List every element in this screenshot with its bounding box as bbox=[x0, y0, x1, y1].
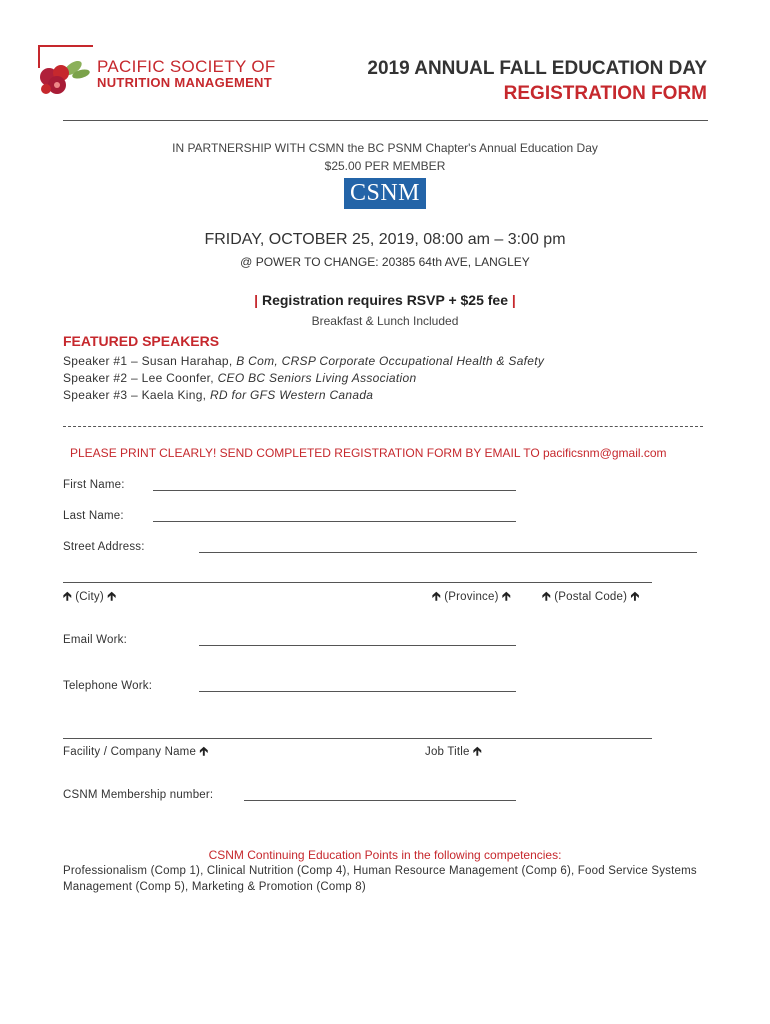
email-work-label: Email Work: bbox=[63, 634, 127, 646]
last-name-label: Last Name: bbox=[63, 510, 124, 522]
org-name-line1: PACIFIC SOCIETY OF bbox=[97, 57, 276, 76]
header-divider bbox=[63, 120, 708, 121]
speakers-heading: FEATURED SPEAKERS bbox=[63, 333, 220, 349]
street-address-field[interactable] bbox=[199, 552, 697, 553]
meals-note: Breakfast & Lunch Included bbox=[311, 314, 459, 328]
up-arrow-icon: 🡱 bbox=[63, 589, 72, 603]
price-text: $25.00 PER MEMBER bbox=[324, 159, 446, 173]
speaker-item bbox=[63, 354, 544, 368]
up-arrow-icon: 🡱 bbox=[432, 589, 441, 603]
page-title: 2019 ANNUAL FALL EDUCATION DAY bbox=[367, 58, 707, 79]
rsvp-text: Registration requires RSVP + $25 fee bbox=[261, 292, 508, 308]
dashed-divider bbox=[63, 426, 703, 427]
up-arrow-icon: 🡱 bbox=[199, 744, 209, 758]
email-work-field[interactable] bbox=[199, 645, 516, 646]
speaker-item bbox=[63, 371, 416, 385]
ce-title: CSNM Continuing Education Points in the following competencies: bbox=[208, 848, 562, 862]
ce-body: Professionalism (Comp 1), Clinical Nutrition (Comp 4), Human Resource Management (Comp 6), Food Service Systems Management (Comp 5), Marketing & Promotion (Comp 8) bbox=[63, 865, 697, 893]
speaker-title: RD for GFS Western Canada bbox=[209, 388, 374, 402]
city-province-postal-field[interactable] bbox=[63, 582, 652, 583]
telephone-work-label: Telephone Work: bbox=[63, 680, 153, 692]
up-arrow-icon: 🡱 bbox=[502, 589, 511, 603]
up-arrow-icon: 🡱 bbox=[630, 589, 640, 603]
speaker-name: Speaker #1 – Susan Harahap, bbox=[63, 354, 237, 368]
page-subtitle: REGISTRATION FORM bbox=[503, 83, 707, 104]
speaker-name: Speaker #3 – Kaela King, bbox=[63, 388, 210, 402]
first-name-label: First Name: bbox=[63, 479, 125, 491]
rsvp-bar-right: | bbox=[511, 292, 516, 308]
partnership-text: IN PARTNERSHIP WITH CSMN the BC PSNM Chapter's Annual Education Day bbox=[172, 141, 598, 155]
event-venue: @ POWER TO CHANGE: 20385 64th AVE, LANGLEY bbox=[240, 255, 530, 269]
postal-code-label: 🡱 (Postal Code) 🡱 bbox=[542, 587, 639, 608]
org-name-line2: NUTRITION MANAGEMENT bbox=[97, 75, 272, 90]
city-label: 🡱 (City) 🡱 bbox=[63, 587, 116, 608]
speaker-title: CEO BC Seniors Living Association bbox=[217, 371, 417, 385]
first-name-field[interactable] bbox=[153, 490, 516, 491]
rsvp-note bbox=[0, 292, 770, 308]
up-arrow-icon: 🡱 bbox=[473, 744, 482, 758]
job-title-label: Job Title 🡱 bbox=[425, 742, 482, 763]
membership-field[interactable] bbox=[244, 800, 516, 801]
province-label: 🡱 (Province) 🡱 bbox=[432, 587, 511, 608]
speaker-name: Speaker #2 – Lee Coonfer, bbox=[63, 371, 218, 385]
telephone-work-field[interactable] bbox=[199, 691, 516, 692]
last-name-field[interactable] bbox=[153, 521, 516, 522]
speaker-item bbox=[63, 388, 373, 402]
facility-job-field[interactable] bbox=[63, 738, 652, 739]
print-instruction: PLEASE PRINT CLEARLY! SEND COMPLETED REGISTRATION FORM BY EMAIL TO pacificsnm@gmail.com bbox=[70, 446, 667, 460]
street-address-label: Street Address: bbox=[63, 541, 145, 553]
speaker-title: B Com, CRSP Corporate Occupational Health & Safety bbox=[236, 354, 545, 368]
csnm-logo-icon: CSNM bbox=[344, 178, 426, 209]
up-arrow-icon: 🡱 bbox=[542, 589, 551, 603]
rsvp-bar-left: | bbox=[254, 292, 259, 308]
facility-label: Facility / Company Name 🡱 bbox=[63, 742, 208, 763]
up-arrow-icon: 🡱 bbox=[107, 589, 117, 603]
event-date: FRIDAY, OCTOBER 25, 2019, 08:00 am – 3:00 pm bbox=[204, 231, 566, 248]
membership-label: CSNM Membership number: bbox=[63, 789, 214, 801]
